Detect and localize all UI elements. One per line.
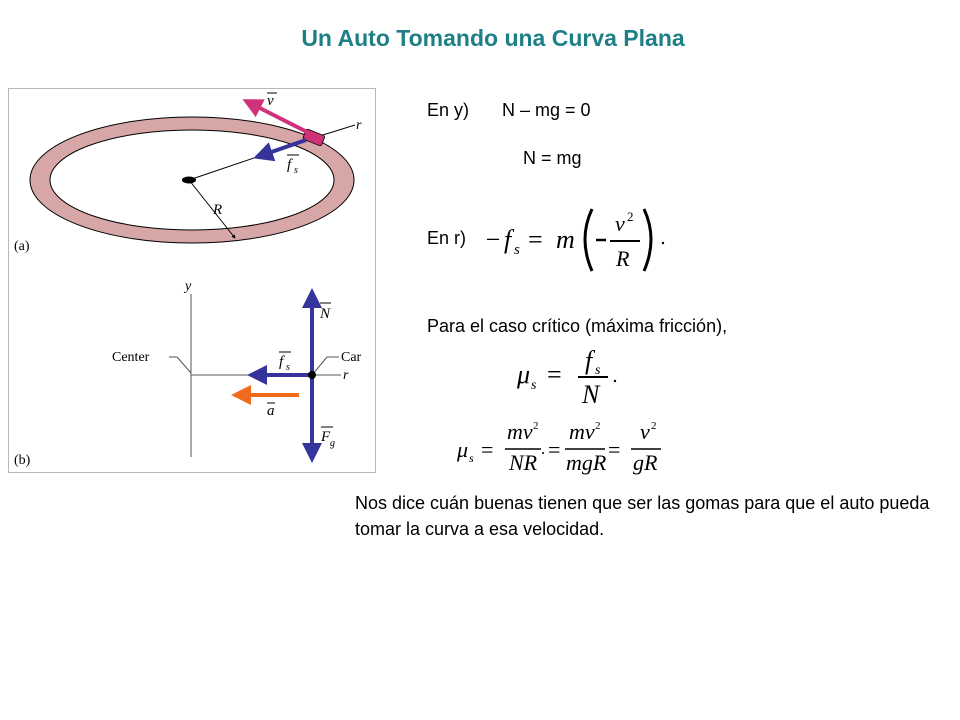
- svg-text:s: s: [595, 363, 601, 378]
- Fg-label: F: [321, 429, 331, 445]
- svg-text:s: s: [469, 451, 474, 465]
- car-leader: [312, 357, 339, 375]
- fs-sub-b: s: [286, 362, 290, 373]
- center-dot: [182, 177, 196, 184]
- svg-text:mgR: mgR: [566, 450, 607, 475]
- center-label: Center: [112, 350, 150, 365]
- svg-text:2: 2: [533, 420, 539, 432]
- part-b-label: (b): [14, 453, 31, 468]
- svg-text:=: =: [547, 360, 562, 389]
- svg-text:N: N: [582, 380, 600, 407]
- svg-text:=: =: [528, 225, 543, 254]
- svg-text:μ: μ: [517, 360, 531, 389]
- fs-label-b: f: [279, 354, 284, 370]
- svg-text:mv: mv: [507, 419, 533, 444]
- center-leader: [169, 357, 191, 373]
- svg-text:f: f: [585, 346, 593, 375]
- fs-label-a: f: [287, 157, 292, 173]
- svg-text:2: 2: [595, 420, 601, 432]
- mu-expansion-equation: [455, 415, 680, 477]
- car-label: Car: [341, 350, 362, 365]
- svg-text:R: R: [616, 246, 630, 271]
- eq-y-label: En y): [427, 100, 470, 120]
- svg-text:=: =: [481, 437, 494, 462]
- v-label: v: [267, 93, 274, 109]
- svg-text:m: m: [556, 225, 575, 254]
- svg-text:2: 2: [627, 209, 634, 224]
- svg-text:s: s: [514, 242, 520, 258]
- svg-text:2: 2: [651, 420, 657, 432]
- mu-definition-equation: [515, 345, 620, 407]
- part-a-label: (a): [14, 239, 30, 254]
- y-label: y: [185, 279, 192, 294]
- svg-text:v: v: [640, 419, 650, 444]
- svg-text:s: s: [531, 378, 537, 393]
- eq-y-line2: N = mg: [523, 148, 582, 168]
- svg-text:gR: gR: [633, 450, 658, 475]
- svg-text:μ: μ: [457, 437, 469, 462]
- svg-text:f: f: [504, 225, 512, 254]
- svg-text:=: =: [548, 437, 561, 462]
- slide-title: Un Auto Tomando una Curva Plana: [301, 25, 685, 51]
- svg-text:=: =: [608, 437, 621, 462]
- r-label-b: r: [343, 368, 349, 383]
- N-label: N: [320, 306, 331, 322]
- eq-r-label: En r): [427, 228, 467, 248]
- svg-text:NR: NR: [509, 450, 538, 475]
- radial-equation: [482, 203, 672, 275]
- eq-y-line1: N – mg = 0: [502, 100, 591, 120]
- conclusion-text: Nos dice cuán buenas tienen que ser las gomas para que el auto pueda tomar la curva a esa velocidad.: [355, 493, 930, 539]
- svg-text:v: v: [615, 211, 625, 236]
- car-point: [308, 371, 316, 379]
- Fg-sub: g: [330, 438, 335, 449]
- R-label: R: [213, 202, 223, 218]
- fs-sub-a: s: [294, 165, 298, 176]
- figure-drawing: [9, 89, 375, 472]
- critical-case-text: Para el caso crítico (máxima fricción),: [427, 316, 728, 336]
- svg-text:mv: mv: [569, 419, 595, 444]
- svg-text:−: −: [484, 225, 502, 254]
- a-label: a: [267, 403, 275, 419]
- physics-figure: [8, 88, 376, 473]
- r-label-a: r: [356, 118, 362, 133]
